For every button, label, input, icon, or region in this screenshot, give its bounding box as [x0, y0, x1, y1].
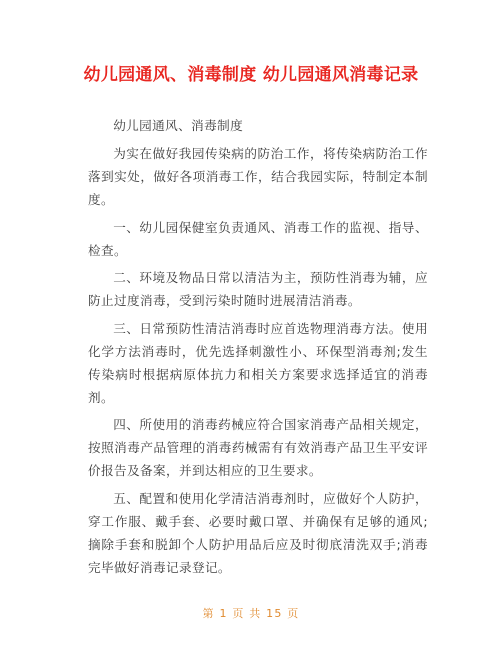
page-number-footer: 第 1 页 共 15 页	[202, 607, 300, 620]
paragraph-heading: 幼儿园通风、消毒制度	[113, 118, 244, 133]
paragraph-item-5: 五、配置和使用化学清洁消毒剂时，应做好个人防护，穿工作服、戴手套、必要时戴口罩、并确保有足够的通风;摘除手套和脱卸个人防护用品后应及时彻底清洗双手;消毒完毕做好消毒记录登记。	[88, 490, 428, 575]
paragraph-item-1: 一、幼儿园保健室负责通风、消毒工作的监视、指导、检查。	[88, 219, 428, 258]
paragraph-item-4: 四、所使用的消毒药械应符合国家消毒产品相关规定，按照消毒产品管理的消毒药械需有有效消毒产品卫生平安评价报告及备案，并到达相应的卫生要求。	[88, 417, 428, 478]
document-body	[88, 114, 428, 583]
paragraph-intro: 为实在做好我园传染病的防治工作，将传染病防治工作落到实处，做好各项消毒工作，结合我园实际，特制定本制度。	[88, 146, 428, 207]
paragraph-item-2: 二、环境及物品日常以清洁为主，预防性消毒为辅，应防止过度消毒，受到污染时随时进展清洁消毒。	[88, 270, 428, 308]
document-title: 幼儿园通风、消毒制度 幼儿园通风消毒记录	[83, 65, 419, 85]
paragraph-item-3: 三、日常预防性清洁消毒时应首选物理消毒方法。使用化学方法消毒时，优先选择刺激性小、环保型消毒剂;发生传染病时根据病原体抗力和相关方案要求选择适宜的消毒剂。	[88, 320, 428, 405]
